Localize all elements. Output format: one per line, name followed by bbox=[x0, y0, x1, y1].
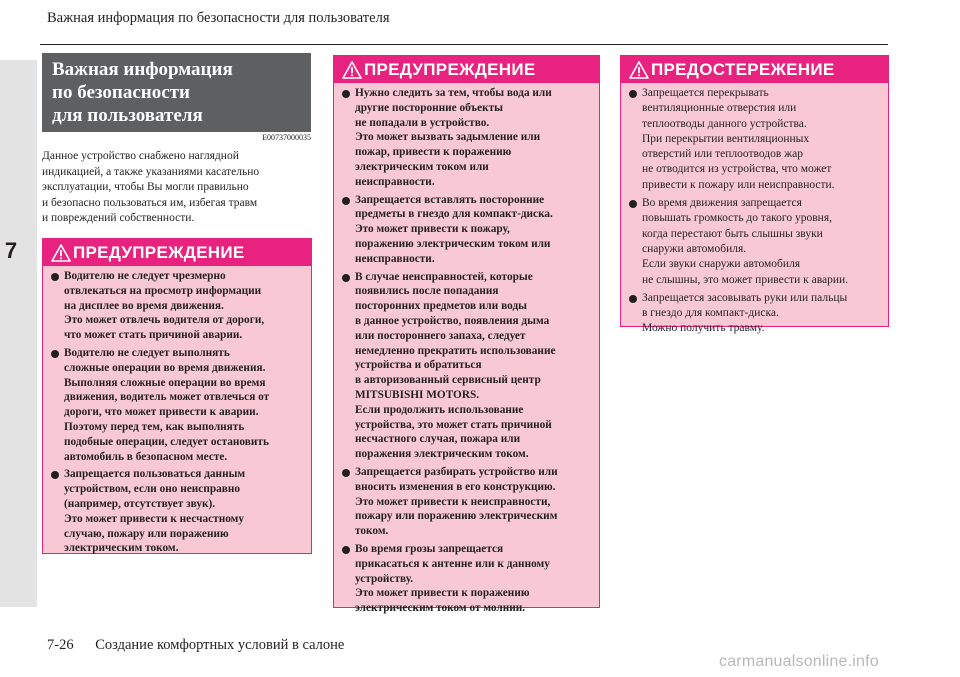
item-text-line: Во время грозы запрещается bbox=[355, 542, 504, 555]
item-text-line: Поэтому перед тем, как выполнять bbox=[64, 420, 245, 433]
item-text-line: Водителю не следует выполнять bbox=[64, 346, 230, 359]
item-text-line: сложные операции во время движения. bbox=[64, 361, 266, 374]
item-text-line: Это может вызвать задымление или bbox=[355, 131, 541, 144]
bullet-dot-icon bbox=[342, 90, 350, 98]
intro-line: и безопасно пользоваться им, избегая травм bbox=[42, 196, 258, 209]
item-text-line: Это может привести к поражению bbox=[355, 587, 530, 600]
item-text-line: устройством, если оно неисправно bbox=[64, 483, 241, 496]
item-text-line: устройства, это может стать причиной bbox=[355, 418, 552, 431]
intro-paragraph bbox=[42, 149, 312, 227]
bullet-dot-icon bbox=[51, 471, 59, 479]
item-text-line: Водителю не следует чрезмерно bbox=[64, 270, 226, 282]
item-text-line: устройству. bbox=[355, 572, 414, 585]
item-text-line: подобные операции, следует остановить bbox=[64, 435, 269, 448]
item-text-line: Это может привести к пожару, bbox=[355, 223, 510, 236]
item-text-line: Запрещается засовывать руки или пальцы bbox=[642, 291, 848, 304]
bullet-dot-icon bbox=[51, 273, 59, 281]
item-text-line: поражению электрическим током или bbox=[355, 237, 551, 250]
item-text-line: Если звуки снаружи автомобиля bbox=[642, 258, 801, 271]
bullet-dot-icon bbox=[342, 274, 350, 282]
intro-line: Данное устройство снабжено наглядной bbox=[42, 150, 239, 162]
item-text-line: пожару или поражению электрическим bbox=[355, 510, 558, 523]
item-text-line: неисправности. bbox=[355, 252, 435, 265]
item-text-line: случаю, пожару или поражению bbox=[64, 527, 229, 540]
item-text-line: что может стать причиной аварии. bbox=[64, 329, 243, 342]
box-item-list bbox=[43, 266, 311, 556]
item-text-line: несчастного случая, пожара или bbox=[355, 433, 521, 446]
item-text-line: движения, водитель может отвлечься от bbox=[64, 391, 270, 404]
list-item bbox=[51, 269, 307, 343]
item-text-line: или постороннего запаха, следует bbox=[355, 329, 526, 342]
box-heading-text: ПРЕДОСТЕРЕЖЕНИЕ bbox=[651, 59, 835, 79]
item-text-line: предметы в гнездо для компакт-диска. bbox=[355, 208, 553, 221]
item-text-line: электрическим током. bbox=[64, 542, 179, 555]
item-text-line: не попадали в устройство. bbox=[355, 116, 490, 129]
watermark-text: carmanualsonline.info bbox=[719, 653, 879, 670]
list-item bbox=[342, 193, 595, 267]
section-title-box bbox=[42, 53, 311, 132]
item-text-line: вентиляционные отверстия или bbox=[642, 102, 797, 115]
chapter-number: 7 bbox=[4, 238, 18, 263]
item-text-line: в гнездо для компакт-диска. bbox=[642, 307, 779, 320]
item-text-line: отверстий или теплоотводов жар bbox=[642, 148, 803, 161]
item-text-line: током. bbox=[355, 525, 389, 538]
caution-box-right bbox=[620, 55, 889, 335]
item-text-line: когда перестают быть слышны звуки bbox=[642, 227, 823, 240]
item-text-line: немедленно прекратить использование bbox=[355, 344, 556, 357]
section-title-line: Важная информация bbox=[52, 59, 233, 80]
box-heading-text: ПРЕДУПРЕЖДЕНИЕ bbox=[73, 242, 245, 262]
warning-box-left bbox=[42, 238, 312, 554]
item-text-line: снаружи автомобиля. bbox=[642, 242, 747, 255]
item-text-line: вносить изменения в его конструкцию. bbox=[355, 480, 556, 493]
page-header-title: Важная информация по безопасности для пользователя bbox=[47, 10, 390, 26]
list-item bbox=[51, 467, 307, 556]
box-item-list bbox=[334, 83, 599, 616]
list-item bbox=[342, 465, 595, 539]
item-text-line: электрическим током или bbox=[355, 160, 489, 173]
intro-line: индикацией, а также указаниями касательно bbox=[42, 165, 260, 178]
item-text-line: автомобиль в безопасном месте. bbox=[64, 450, 228, 463]
header-rule bbox=[40, 44, 888, 45]
bullet-dot-icon bbox=[342, 469, 350, 477]
document-code: E00737000035 bbox=[262, 133, 311, 142]
item-text-line: отвлекаться на просмотр информации bbox=[64, 284, 262, 297]
box-heading bbox=[621, 56, 888, 83]
section-title-line: по безопасности bbox=[52, 82, 190, 103]
item-text-line: При перекрытии вентиляционных bbox=[642, 132, 810, 145]
bullet-dot-icon bbox=[629, 200, 637, 208]
item-text-line: поражения электрическим током. bbox=[355, 448, 529, 461]
warning-triangle-icon bbox=[51, 244, 71, 262]
intro-line: и повреждений собственности. bbox=[42, 212, 195, 224]
list-item bbox=[342, 542, 595, 616]
item-text-line: В случае неисправностей, которые bbox=[355, 270, 533, 283]
item-text-line: посторонних предметов или воды bbox=[355, 300, 527, 313]
section-title-line: для пользователя bbox=[52, 105, 203, 126]
item-text-line: Выполняя сложные операции во время bbox=[64, 376, 266, 389]
item-text-line: неисправности. bbox=[355, 175, 435, 188]
item-text-line: повышать громкость до такого уровня, bbox=[642, 212, 832, 225]
list-item bbox=[629, 86, 884, 193]
item-text-line: Запрещается разбирать устройство или bbox=[355, 465, 558, 478]
item-text-line: в данное устройство, появления дыма bbox=[355, 314, 550, 327]
list-item bbox=[629, 196, 884, 288]
item-text-line: Нужно следить за тем, чтобы вода или bbox=[355, 87, 552, 99]
bullet-dot-icon bbox=[629, 295, 637, 303]
warning-triangle-icon bbox=[629, 61, 649, 79]
item-text-line: привести к пожару или неисправности. bbox=[642, 178, 835, 191]
footer-section-title: Создание комфортных условий в салоне bbox=[95, 637, 345, 653]
item-text-line: Запрещается вставлять посторонние bbox=[355, 193, 545, 206]
item-text-line: устройства и обратиться bbox=[355, 359, 482, 372]
item-text-line: дороги, что может привести к аварии. bbox=[64, 406, 259, 419]
chapter-side-strip bbox=[0, 60, 37, 607]
page-footer bbox=[47, 637, 344, 654]
item-text-line: Это может привести к несчастному bbox=[64, 512, 244, 525]
item-text-line: Запрещается перекрывать bbox=[642, 87, 769, 99]
warning-box-middle bbox=[333, 55, 600, 615]
box-heading bbox=[43, 239, 311, 266]
item-text-line: появились после попадания bbox=[355, 285, 499, 298]
item-text-line: пожар, привести к поражению bbox=[355, 146, 512, 159]
page-number: 7-26 bbox=[47, 637, 74, 653]
bullet-dot-icon bbox=[342, 546, 350, 554]
bullet-dot-icon bbox=[629, 90, 637, 98]
list-item bbox=[629, 291, 884, 337]
item-text-line: (например, отсутствует звук). bbox=[64, 497, 216, 510]
list-item bbox=[51, 346, 307, 464]
item-text-line: Если продолжить использование bbox=[355, 403, 524, 416]
intro-line: эксплуатации, чтобы Вы могли правильно bbox=[42, 181, 249, 193]
item-text-line: прикасаться к антенне или к данному bbox=[355, 557, 550, 570]
item-text-line: теплоотводы данного устройства. bbox=[642, 117, 807, 130]
item-text-line: не слышны, это может привести к аварии. bbox=[642, 273, 849, 286]
item-text-line: MITSUBISHI MOTORS. bbox=[355, 388, 480, 401]
item-text-line: в авторизованный сервисный центр bbox=[355, 374, 541, 387]
list-item bbox=[342, 270, 595, 462]
box-heading-text: ПРЕДУПРЕЖДЕНИЕ bbox=[364, 59, 536, 79]
item-text-line: Это может привести к неисправности, bbox=[355, 495, 551, 508]
item-text-line: электрическим током от молнии. bbox=[355, 602, 526, 615]
item-text-line: другие посторонние объекты bbox=[355, 101, 503, 114]
box-heading bbox=[334, 56, 599, 83]
item-text-line: не отводится из устройства, что может bbox=[642, 163, 832, 176]
item-text-line: на дисплее во время движения. bbox=[64, 299, 224, 312]
box-item-list bbox=[621, 83, 888, 337]
item-text-line: Это может отвлечь водителя от дороги, bbox=[64, 314, 265, 327]
item-text-line: Запрещается пользоваться данным bbox=[64, 468, 246, 481]
bullet-dot-icon bbox=[342, 197, 350, 205]
warning-triangle-icon bbox=[342, 61, 362, 79]
bullet-dot-icon bbox=[51, 350, 59, 358]
item-text-line: Можно получить травму. bbox=[642, 322, 765, 335]
item-text-line: Во время движения запрещается bbox=[642, 197, 802, 210]
list-item bbox=[342, 86, 595, 190]
